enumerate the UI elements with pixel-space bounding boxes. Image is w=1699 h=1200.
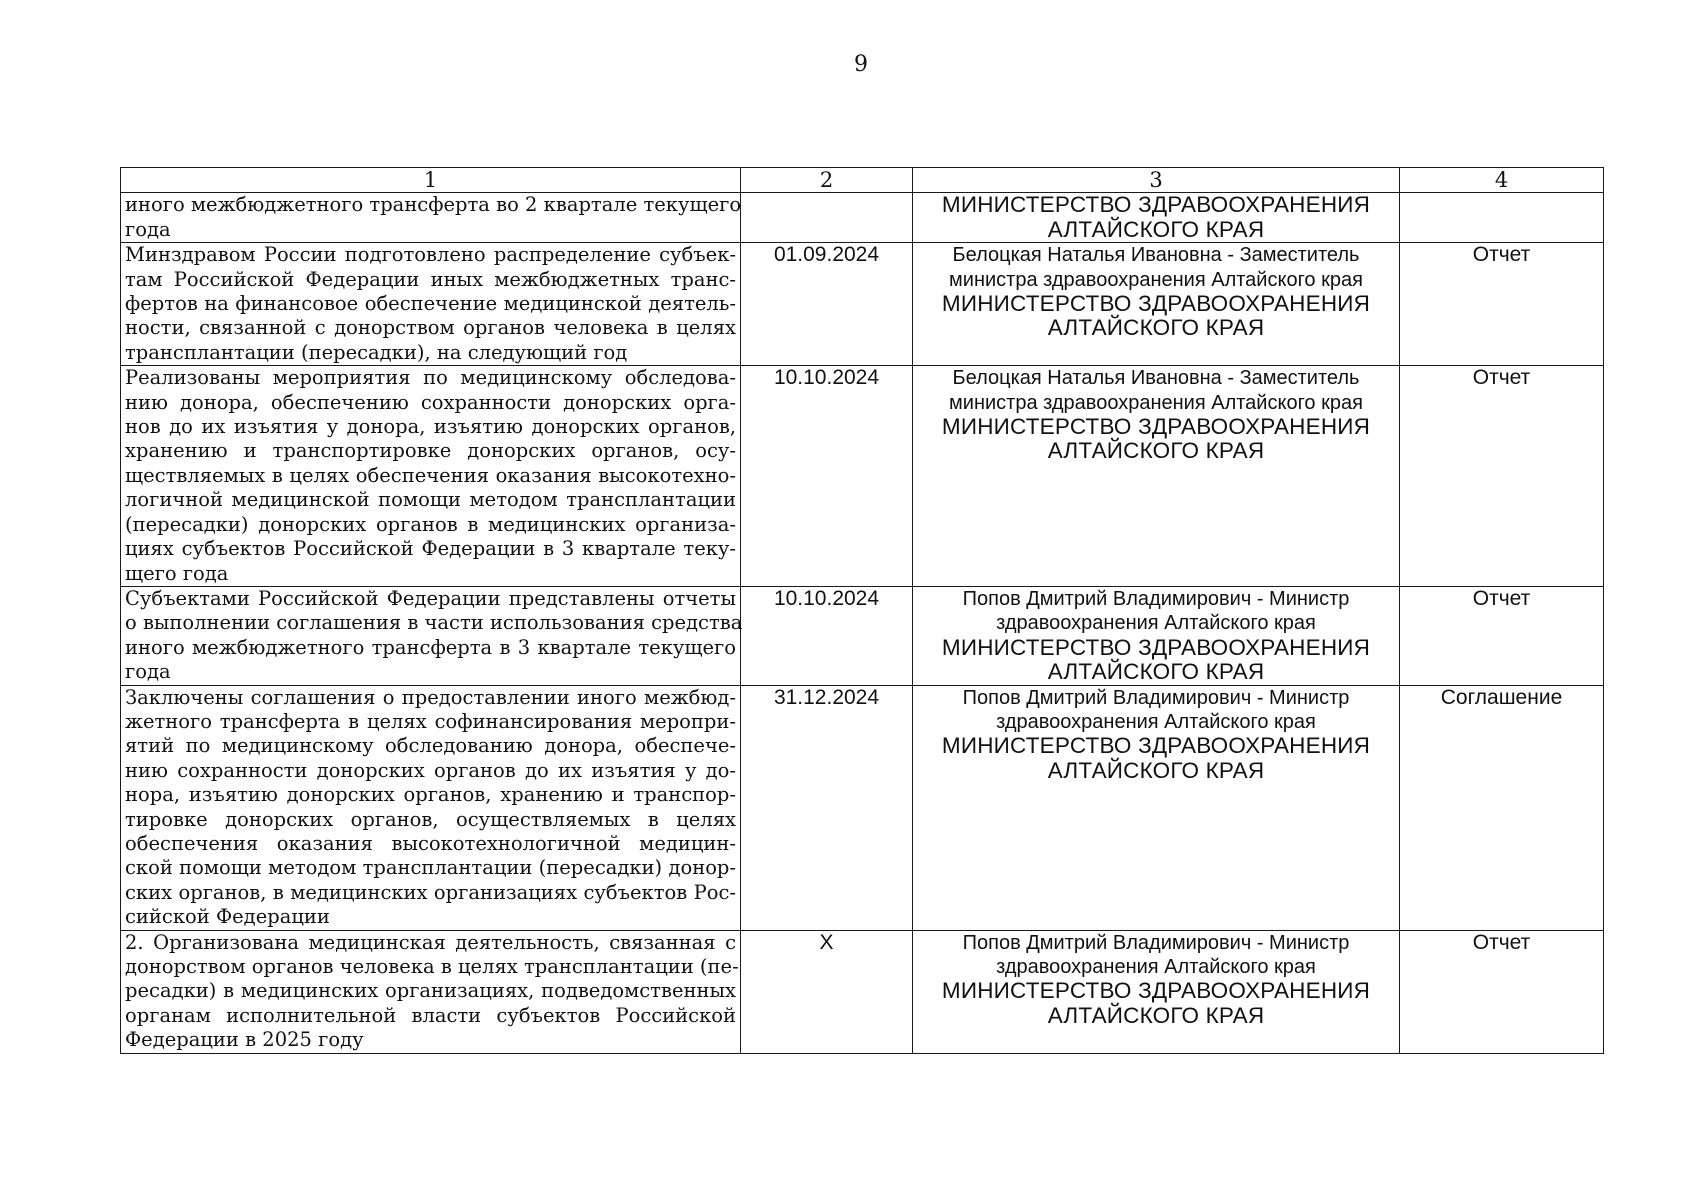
table-row bbox=[121, 193, 1604, 243]
event-description bbox=[121, 243, 741, 366]
deadline-date: 01.09.2024 bbox=[741, 243, 913, 366]
description-line: о выполнении соглашения в части использования средства bbox=[125, 611, 743, 635]
responsible-organization: МИНИСТЕРСТВО ЗДРАВООХРАНЕНИЯ bbox=[941, 733, 1371, 759]
description-line: Заключены соглашения о предоставлении иного межбюд- bbox=[125, 685, 736, 709]
description-line: иного межбюджетного трансферта в 3 квартале текущего bbox=[125, 635, 736, 659]
responsible-organization: АЛТАЙСКОГО КРАЯ bbox=[1047, 757, 1265, 783]
responsible-organization: АЛТАЙСКОГО КРАЯ bbox=[1047, 216, 1265, 242]
responsible-organization: МИНИСТЕРСТВО ЗДРАВООХРАНЕНИЯ bbox=[941, 414, 1371, 440]
event-description bbox=[121, 366, 741, 587]
column-number-3: 3 bbox=[913, 168, 1400, 193]
document-type: Отчет bbox=[1400, 243, 1604, 366]
description-line: иного межбюджетного трансферта во 2 квартале текущего bbox=[125, 193, 742, 217]
table-header-row bbox=[121, 168, 1604, 193]
description-line: сийской Федерации bbox=[125, 905, 330, 929]
description-line: донорством органов человека в целях трансплантации (пе- bbox=[125, 955, 739, 978]
responsible-person: Белоцкая Наталья Ивановна - Заместитель bbox=[952, 244, 1360, 267]
description-line: Субъектами Российской Федерации представлены отчеты bbox=[125, 586, 736, 610]
description-line: логичной медицинской помощи методом трансплантации bbox=[125, 488, 736, 512]
document-type: Отчет bbox=[1400, 930, 1604, 1053]
table-row bbox=[121, 243, 1604, 366]
description-line: щего года bbox=[125, 561, 229, 585]
responsible-person: здравоохранения Алтайского края bbox=[996, 956, 1316, 978]
description-line: ятий по медицинскому обследованию донора, обеспече- bbox=[125, 734, 736, 758]
column-number-2: 2 bbox=[741, 168, 913, 193]
description-line: жетного трансферта в целях софинансирования меропри- bbox=[125, 709, 736, 733]
description-line: Минздравом России подготовлено распределение субъек- bbox=[125, 243, 736, 267]
responsible-executor bbox=[913, 930, 1400, 1053]
deadline-date bbox=[741, 193, 913, 243]
event-description bbox=[121, 685, 741, 930]
responsible-organization: АЛТАЙСКОГО КРАЯ bbox=[1047, 659, 1265, 685]
description-line: хранению и транспортировке донорских органов, осу- bbox=[125, 439, 736, 463]
description-line: Федерации в 2025 году bbox=[125, 1028, 364, 1052]
description-line: ности, связанной с донорством органов человека в целях bbox=[125, 316, 736, 340]
description-line: (пересадки) донорских органов в медицинских организа- bbox=[125, 512, 736, 536]
table-row bbox=[121, 366, 1604, 587]
description-line: года bbox=[125, 660, 171, 684]
responsible-person: Белоцкая Наталья Ивановна - Заместитель bbox=[952, 367, 1360, 390]
description-line: ских органов, в медицинских организациях субъектов Рос- bbox=[125, 880, 736, 904]
deadline-date: X bbox=[741, 930, 913, 1053]
responsible-person: Попов Дмитрий Владимирович - Министр bbox=[962, 587, 1350, 610]
description-line: нора, изъятию донорских органов, хранению и транспор- bbox=[125, 783, 736, 807]
responsible-organization: АЛТАЙСКОГО КРАЯ bbox=[1047, 1002, 1265, 1028]
deadline-date: 10.10.2024 bbox=[741, 586, 913, 685]
responsible-organization: АЛТАЙСКОГО КРАЯ bbox=[1047, 315, 1265, 341]
description-line: обеспечения оказания высокотехнологичной медицин- bbox=[125, 831, 736, 855]
table-row bbox=[121, 930, 1604, 1053]
responsible-organization: МИНИСТЕРСТВО ЗДРАВООХРАНЕНИЯ bbox=[941, 634, 1371, 660]
responsible-executor bbox=[913, 586, 1400, 685]
plan-table bbox=[120, 167, 1604, 1054]
responsible-person: здравоохранения Алтайского края bbox=[996, 612, 1316, 635]
description-line: циях субъектов Российской Федерации в 3 квартале теку- bbox=[125, 537, 736, 561]
description-line: ществляемых в целях обеспечения оказания высокотехно- bbox=[125, 463, 736, 487]
page-number: 9 bbox=[854, 52, 868, 77]
responsible-executor bbox=[913, 193, 1400, 243]
description-line: года bbox=[125, 217, 171, 241]
description-line: трансплантации (пересадки), на следующий год bbox=[125, 340, 628, 364]
responsible-person: Попов Дмитрий Владимирович - Министр bbox=[962, 931, 1350, 954]
responsible-person: министра здравоохранения Алтайского края bbox=[949, 268, 1363, 291]
description-line: фертов на финансовое обеспечение медицинской деятель- bbox=[125, 292, 736, 316]
deadline-date: 31.12.2024 bbox=[741, 685, 913, 930]
responsible-executor bbox=[913, 685, 1400, 930]
responsible-organization: АЛТАЙСКОГО КРАЯ bbox=[1047, 438, 1265, 464]
responsible-person: Попов Дмитрий Владимирович - Министр bbox=[962, 686, 1350, 709]
column-number-1: 1 bbox=[121, 168, 741, 193]
description-line: нию сохранности донорских органов до их изъятия у до- bbox=[125, 758, 736, 782]
description-line: ской помощи методом трансплантации (пересадки) донор- bbox=[125, 856, 736, 880]
responsible-organization: МИНИСТЕРСТВО ЗДРАВООХРАНЕНИЯ bbox=[941, 978, 1371, 1004]
description-line: Реализованы мероприятия по медицинскому обследова- bbox=[125, 366, 736, 390]
description-line: тировке донорских органов, осуществляемых в целях bbox=[125, 807, 736, 831]
description-line: нов до их изъятия у донора, изъятию донорских органов, bbox=[125, 415, 736, 439]
document-type: Отчет bbox=[1400, 366, 1604, 587]
description-line: органам исполнительной власти субъектов Российской bbox=[125, 1003, 736, 1027]
description-line: там Российской Федерации иных межбюджетных транс- bbox=[125, 267, 736, 291]
document-type bbox=[1400, 193, 1604, 243]
responsible-executor bbox=[913, 366, 1400, 587]
event-description bbox=[121, 586, 741, 685]
table-row bbox=[121, 586, 1604, 685]
event-description bbox=[121, 193, 741, 243]
table-row bbox=[121, 685, 1604, 930]
description-line: нию донора, обеспечению сохранности донорских орга- bbox=[125, 390, 736, 414]
responsible-organization: МИНИСТЕРСТВО ЗДРАВООХРАНЕНИЯ bbox=[941, 291, 1371, 317]
document-type: Соглашение bbox=[1400, 685, 1604, 930]
responsible-person: здравоохранения Алтайского края bbox=[996, 710, 1316, 733]
responsible-executor bbox=[913, 243, 1400, 366]
description-line: 2. Организована медицинская деятельность, связанная с bbox=[125, 930, 736, 954]
document-type: Отчет bbox=[1400, 586, 1604, 685]
description-line: ресадки) в медицинских организациях, подведомственных bbox=[125, 979, 736, 1003]
responsible-person: министра здравоохранения Алтайского края bbox=[949, 391, 1363, 414]
deadline-date: 10.10.2024 bbox=[741, 366, 913, 587]
responsible-organization: МИНИСТЕРСТВО ЗДРАВООХРАНЕНИЯ bbox=[941, 192, 1371, 218]
event-description bbox=[121, 930, 741, 1053]
column-number-4: 4 bbox=[1400, 168, 1604, 193]
